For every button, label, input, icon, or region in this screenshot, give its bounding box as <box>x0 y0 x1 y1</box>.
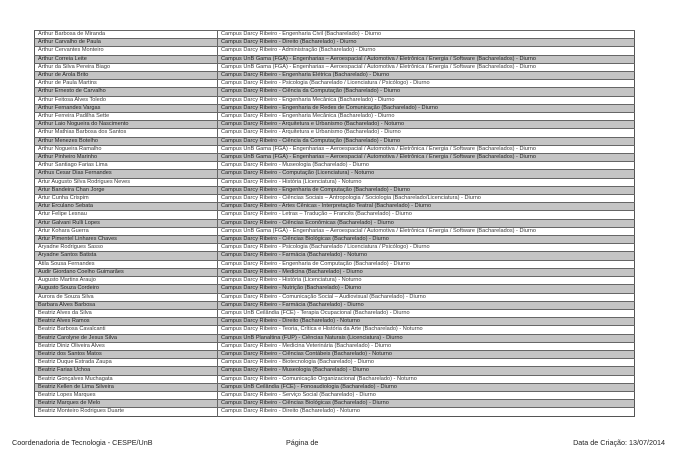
candidate-name: Arthur Pinheiro Marinho <box>35 154 218 162</box>
candidate-name: Aryadne Rodrigues Sasso <box>35 244 218 252</box>
candidate-name: Aryadne Santos Batista <box>35 252 218 260</box>
candidate-name: Átila Sousa Fernandes <box>35 260 218 268</box>
candidate-name: Arthur Menezes Botelho <box>35 137 218 145</box>
course-name: Campus Darcy Ribeiro - Psicologia (Bacharelado / Licenciatura / Psicólogo) - Diurno <box>218 80 635 88</box>
course-name: Campus Darcy Ribeiro - Museologia (Bacharelado) - Diurno <box>218 162 635 170</box>
candidate-name: Beatriz Kellen de Lima Silveira <box>35 383 218 391</box>
course-name: Campus Darcy Ribeiro - Ciências Sociais – Antropologia / Sociologia (Bacharelado/Licenciatura) - Diurno <box>218 195 635 203</box>
table-row <box>35 285 635 293</box>
course-name: Campus Darcy Ribeiro - Comunicação Organizacional (Bacharelado) - Noturno <box>218 375 635 383</box>
table-row <box>35 400 635 408</box>
table-row <box>35 39 635 47</box>
table-row <box>35 236 635 244</box>
course-name: Campus UnB Gama (FGA) - Engenharias – Aeroespacial / Automotiva / Eletrônica / Energia / Software (Bacharelados) - Diurno <box>218 63 635 71</box>
course-name: Campus UnB Gama (FGA) - Engenharias – Aeroespacial / Automotiva / Eletrônica / Energia / Software (Bacharelados) - Diurno <box>218 154 635 162</box>
table-row <box>35 391 635 399</box>
table-row <box>35 104 635 112</box>
candidate-name: Beatriz dos Santos Matos <box>35 350 218 358</box>
course-name: Campus Darcy Ribeiro - Medicina (Bacharelado) - Diurno <box>218 268 635 276</box>
course-name: Campus Darcy Ribeiro - Ciências Contábeis (Bacharelado) - Noturno <box>218 350 635 358</box>
course-name: Campus UnB Gama (FGA) - Engenharias – Aeroespacial / Automotiva / Eletrônica / Energia / Software (Bacharelados) - Diurno <box>218 227 635 235</box>
course-name: Campus Darcy Ribeiro - Biotecnologia (Bacharelado) - Diurno <box>218 359 635 367</box>
footer-creation-date: Data de Criação: 13/07/2014 <box>573 438 665 447</box>
candidate-name: Barbara Alves Barbosa <box>35 301 218 309</box>
course-name: Campus Darcy Ribeiro - Ciências Biológicas (Bacharelado) - Diurno <box>218 400 635 408</box>
candidate-name: Augusto Souza Cordeiro <box>35 285 218 293</box>
table-row <box>35 96 635 104</box>
course-name: Campus UnB Planaltina (FUP) - Ciências Naturais (Licenciatura) - Diurno <box>218 334 635 342</box>
course-name: Campus Darcy Ribeiro - Direito (Bacharelado) - Noturno <box>218 408 635 416</box>
candidate-name: Artur Cunha Crispim <box>35 195 218 203</box>
candidate-name: Beatriz Duque Estrada Zaupa <box>35 359 218 367</box>
candidate-name: Aurora de Souza Silva <box>35 293 218 301</box>
candidate-name: Arthur de Arola Brito <box>35 72 218 80</box>
table-row <box>35 154 635 162</box>
candidate-name: Arthur da Silva Pereira Biago <box>35 63 218 71</box>
course-name: Campus Darcy Ribeiro - Arquitetura e Urbanismo (Bacharelado) - Diurno <box>218 129 635 137</box>
table-row <box>35 72 635 80</box>
table-row <box>35 137 635 145</box>
table-row <box>35 203 635 211</box>
course-name: Campus Darcy Ribeiro - Engenharia de Computação (Bacharelado) - Diurno <box>218 186 635 194</box>
table-row <box>35 260 635 268</box>
candidate-name: Beatriz Lopes Marques <box>35 391 218 399</box>
table-row <box>35 359 635 367</box>
candidate-name: Artur Bandeira Chan Jorge <box>35 186 218 194</box>
candidate-name: Arthur Nogueira Ramalho <box>35 145 218 153</box>
candidate-name: Beatriz Gonçalves Muchagata <box>35 375 218 383</box>
candidate-name: Arthur Santiago Farias Lima <box>35 162 218 170</box>
table-row <box>35 326 635 334</box>
table-row <box>35 277 635 285</box>
table-row <box>35 408 635 416</box>
course-name: Campus Darcy Ribeiro - Psicologia (Bacharelado / Licenciatura / Psicólogo) - Diurno <box>218 244 635 252</box>
candidate-name: Artur Augusto Silva Rodrigues Neves <box>35 178 218 186</box>
course-name: Campus Darcy Ribeiro - História (Licenciatura) - Noturno <box>218 178 635 186</box>
course-name: Campus Darcy Ribeiro - Ciência da Computação (Bacharelado) - Diurno <box>218 88 635 96</box>
table-row <box>35 367 635 375</box>
table-row <box>35 121 635 129</box>
course-name: Campus Darcy Ribeiro - Engenharia de Redes de Comunicação (Bacharelado) - Diurno <box>218 104 635 112</box>
course-name: Campus UnB Gama (FGA) - Engenharias – Aeroespacial / Automotiva / Eletrônica / Energia / Software (Bacharelados) - Diurno <box>218 55 635 63</box>
course-name: Campus Darcy Ribeiro - Engenharia Civil (Bacharelado) - Diurno <box>218 31 635 39</box>
table-row <box>35 31 635 39</box>
candidate-name: Artur Kohara Guerra <box>35 227 218 235</box>
table-row <box>35 293 635 301</box>
course-name: Campus Darcy Ribeiro - Farmácia (Bacharelado) - Noturno <box>218 252 635 260</box>
candidate-name: Arthur Barbosa de Miranda <box>35 31 218 39</box>
candidate-name: Artur Erculano Sebata <box>35 203 218 211</box>
course-name: Campus Darcy Ribeiro - Engenharia Mecânica (Bacharelado) - Diurno <box>218 113 635 121</box>
table-row <box>35 195 635 203</box>
table-row <box>35 113 635 121</box>
course-name: Campus Darcy Ribeiro - Administração (Bacharelado) - Diurno <box>218 47 635 55</box>
candidate-name: Beatriz Alves Ramos <box>35 318 218 326</box>
results-table <box>34 30 635 417</box>
candidate-name: Arthur de Paula Martins <box>35 80 218 88</box>
course-name: Campus Darcy Ribeiro - Farmácia (Bacharelado) - Diurno <box>218 301 635 309</box>
candidate-name: Beatriz Monteiro Rodrigues Duarte <box>35 408 218 416</box>
table-row <box>35 63 635 71</box>
table-row <box>35 170 635 178</box>
candidate-name: Augusto Martins Araujo <box>35 277 218 285</box>
candidate-name: Arthur Correia Leite <box>35 55 218 63</box>
candidate-name: Arthur Feitosa Alves Toledo <box>35 96 218 104</box>
candidate-name: Beatriz Carolyne de Jesus Silva <box>35 334 218 342</box>
candidate-name: Arthur Laio Nogueira do Nascimento <box>35 121 218 129</box>
course-name: Campus Darcy Ribeiro - Nutrição (Bacharelado) - Diurno <box>218 285 635 293</box>
candidate-name: Beatriz Alves da Silva <box>35 309 218 317</box>
table-row <box>35 334 635 342</box>
course-name: Campus Darcy Ribeiro - História (Licenciatura) - Noturno <box>218 277 635 285</box>
course-name: Campus Darcy Ribeiro - Museologia (Bacharelado) - Diurno <box>218 367 635 375</box>
table-row <box>35 227 635 235</box>
course-name: Campus Darcy Ribeiro - Ciência da Computação (Bacharelado) - Diurno <box>218 137 635 145</box>
table-row <box>35 219 635 227</box>
candidate-name: Arthur Fernandes Vargas <box>35 104 218 112</box>
results-table-body <box>35 31 635 417</box>
course-name: Campus Darcy Ribeiro - Computação (Licenciatura) - Noturno <box>218 170 635 178</box>
table-row <box>35 244 635 252</box>
table-row <box>35 383 635 391</box>
candidate-name: Audir Giordano Coelho Guimarães <box>35 268 218 276</box>
table-row <box>35 211 635 219</box>
table-row <box>35 88 635 96</box>
candidate-name: Arthus Cesar Dias Fernandes <box>35 170 218 178</box>
table-row <box>35 252 635 260</box>
candidate-name: Artur Felipe Lesnau <box>35 211 218 219</box>
course-name: Campus Darcy Ribeiro - Direito (Bacharelado) - Noturno <box>218 318 635 326</box>
course-name: Campus Darcy Ribeiro - Teoria, Crítica e História da Arte (Bacharelado) - Noturno <box>218 326 635 334</box>
candidate-name: Artur Galvani Rulli Lopes <box>35 219 218 227</box>
course-name: Campus Darcy Ribeiro - Serviço Social (Bacharelado) - Diurno <box>218 391 635 399</box>
table-row <box>35 186 635 194</box>
course-name: Campus UnB Ceilândia (FCE) - Terapia Ocupacional (Bacharelado) - Diurno <box>218 309 635 317</box>
table-row <box>35 47 635 55</box>
footer-organization: Coordenadoria de Tecnologia - CESPE/UnB <box>12 438 153 447</box>
course-name: Campus Darcy Ribeiro - Ciências Econômicas (Bacharelado) - Diurno <box>218 219 635 227</box>
candidate-name: Arthur Ferreira Padilha Sette <box>35 113 218 121</box>
course-name: Campus Darcy Ribeiro - Letras – Tradução – Francês (Bacharelado) - Diurno <box>218 211 635 219</box>
course-name: Campus Darcy Ribeiro - Medicina Veterinária (Bacharelado) - Diurno <box>218 342 635 350</box>
candidate-name: Beatriz Farias Uchoa <box>35 367 218 375</box>
candidate-name: Arthur Cervantes Monteiro <box>35 47 218 55</box>
course-name: Campus Darcy Ribeiro - Direito (Bacharelado) - Diurno <box>218 39 635 47</box>
candidate-name: Beatriz Barbosa Cavalcanti <box>35 326 218 334</box>
table-row <box>35 80 635 88</box>
table-row <box>35 342 635 350</box>
candidate-name: Arthur Ernesto de Carvalho <box>35 88 218 96</box>
candidate-name: Artur Pimentel Linhares Chaves <box>35 236 218 244</box>
table-row <box>35 178 635 186</box>
course-name: Campus Darcy Ribeiro - Artes Cênicas - Interpretação Teatral (Bacharelado) - Diurno <box>218 203 635 211</box>
course-name: Campus Darcy Ribeiro - Arquitetura e Urbanismo (Bacharelado) - Noturno <box>218 121 635 129</box>
candidate-name: Beatriz Marques de Melo <box>35 400 218 408</box>
table-row <box>35 309 635 317</box>
candidate-name: Arthur Carvalho de Paula <box>35 39 218 47</box>
course-name: Campus Darcy Ribeiro - Engenharia Mecânica (Bacharelado) - Diurno <box>218 96 635 104</box>
table-row <box>35 301 635 309</box>
table-row <box>35 129 635 137</box>
table-row <box>35 375 635 383</box>
footer-page-number: Página de <box>286 438 319 447</box>
table-row <box>35 268 635 276</box>
candidate-name: Beatriz Diniz Oliveira Alves <box>35 342 218 350</box>
table-row <box>35 162 635 170</box>
course-name: Campus Darcy Ribeiro - Comunicação Social – Audiovisual (Bacharelado) - Diurno <box>218 293 635 301</box>
table-row <box>35 145 635 153</box>
table-row <box>35 318 635 326</box>
table-row <box>35 350 635 358</box>
course-name: Campus Darcy Ribeiro - Engenharia de Computação (Bacharelado) - Diurno <box>218 260 635 268</box>
course-name: Campus Darcy Ribeiro - Ciências Biológicas (Bacharelado) - Diurno <box>218 236 635 244</box>
course-name: Campus UnB Gama (FGA) - Engenharias – Aeroespacial / Automotiva / Eletrônica / Energia / Software (Bacharelados) - Diurno <box>218 145 635 153</box>
course-name: Campus Darcy Ribeiro - Engenharia Elétrica (Bacharelado) - Diurno <box>218 72 635 80</box>
course-name: Campus UnB Ceilândia (FCE) - Fonoaudiologia (Bacharelado) - Diurno <box>218 383 635 391</box>
table-row <box>35 55 635 63</box>
candidate-name: Arthur Mathias Barbosa dos Santos <box>35 129 218 137</box>
